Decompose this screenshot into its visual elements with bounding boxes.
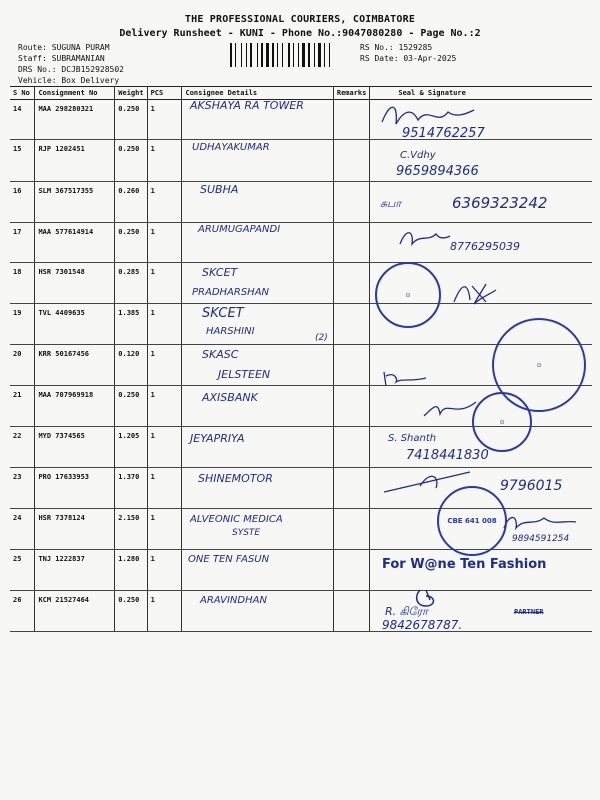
row-remarks — [333, 509, 370, 550]
hw-r19-count: (2) — [315, 333, 328, 343]
row-remarks — [333, 182, 370, 223]
signature-r21 — [420, 396, 480, 422]
hw-r24-phone: 9894591254 — [512, 534, 570, 544]
row-pcs: 1 — [147, 509, 182, 550]
row-consignment-no: MAA 298280321 — [35, 100, 115, 140]
hw-r21-name: AXISBANK — [202, 391, 258, 404]
page-subtitle: Delivery Runsheet - KUNI - Phone No.:9047080280 - Page No.:2 — [119, 28, 481, 39]
barcode-bar — [235, 43, 236, 67]
row-pcs: 1 — [147, 591, 182, 632]
row-consignment-no: MAA 577614914 — [35, 223, 115, 263]
barcode-bar — [241, 43, 242, 67]
row-remarks — [333, 591, 370, 632]
hw-r26-phone: 9842678787. — [382, 618, 463, 632]
row-sno: 25 — [10, 550, 35, 591]
barcode-bar — [257, 43, 258, 67]
hw-r19-name: SKCET — [202, 306, 244, 321]
row-pcs: 1 — [147, 263, 182, 304]
row-weight: 1.370 — [115, 468, 147, 509]
row-pcs: 1 — [147, 345, 182, 386]
row-weight: 0.250 — [115, 100, 147, 140]
hw-r15-name: UDHAYAKUMAR — [192, 142, 270, 153]
row-consignment-no: SLM 367517355 — [35, 182, 115, 223]
row-consignment-no: HSR 7301548 — [35, 263, 115, 304]
row-remarks — [333, 427, 370, 468]
hw-r19-name2: HARSHINI — [206, 326, 255, 337]
row-sno: 20 — [10, 345, 35, 386]
header-remarks: Remarks — [333, 87, 370, 100]
row-consignment-no: KCM 21527464 — [35, 591, 115, 632]
row-pcs: 1 — [147, 386, 182, 427]
header-sno: S No — [10, 87, 35, 100]
row-consignment-no: RJP 1202451 — [35, 140, 115, 182]
barcode — [230, 43, 353, 67]
rs-date: RS Date: 03-Apr-2025 — [360, 54, 457, 63]
hw-r15-sig: C.Vdhy — [400, 150, 436, 161]
row-sno: 14 — [10, 100, 35, 140]
row-remarks — [333, 550, 370, 591]
row-sno: 23 — [10, 468, 35, 509]
college-stamp-2: ⊙ — [492, 318, 586, 412]
row-consignment-no: TVL 4409635 — [35, 304, 115, 345]
hw-r20-name: SKASC — [202, 348, 239, 361]
barcode-bar — [314, 43, 315, 67]
barcode-bar — [272, 43, 274, 67]
row-sno: 21 — [10, 386, 35, 427]
rs-number: RS No.: 1529285 — [360, 43, 433, 52]
row-sno: 26 — [10, 591, 35, 632]
barcode-bar — [246, 43, 247, 67]
row-sno: 17 — [10, 223, 35, 263]
bank-stamp: ⊙ — [472, 392, 532, 452]
row-weight: 2.150 — [115, 509, 147, 550]
row-weight: 1.280 — [115, 550, 147, 591]
row-weight: 1.205 — [115, 427, 147, 468]
drs-number: DRS No.: DCJB152928502 — [18, 65, 124, 74]
row-weight: 0.250 — [115, 386, 147, 427]
barcode-bar — [318, 43, 321, 67]
hw-r24-name: ALVEONIC MEDICA — [190, 514, 283, 525]
college-stamp-1: ⊙ — [375, 262, 441, 328]
row-sno: 15 — [10, 140, 35, 182]
row-consignment-no: KRR 50167456 — [35, 345, 115, 386]
row-remarks — [333, 140, 370, 182]
header-pcs: PCS — [147, 87, 182, 100]
header-weight: Weight — [115, 87, 147, 100]
barcode-bar — [298, 43, 299, 67]
row-pcs: 1 — [147, 100, 182, 140]
hw-r17-name: ARUMUGAPANDI — [198, 224, 281, 235]
signature-r20 — [380, 368, 430, 390]
row-pcs: 1 — [147, 427, 182, 468]
row-consignment-no: HSR 7378124 — [35, 509, 115, 550]
signature-r24 — [500, 508, 580, 536]
hw-r22-sig: S. Shanth — [388, 433, 437, 444]
row-consignment-no: TNJ 1222837 — [35, 550, 115, 591]
meta-right — [360, 42, 456, 64]
barcode-bar — [282, 43, 283, 67]
row-weight: 0.120 — [115, 345, 147, 386]
signature-r17 — [396, 226, 452, 250]
hw-r24-name2: SYSTE — [232, 528, 261, 538]
barcode-bar — [277, 43, 278, 67]
signature-r14 — [378, 100, 478, 130]
barcode-bar — [266, 43, 269, 67]
hw-r16-phone: 6369323242 — [452, 194, 548, 212]
table-row — [10, 591, 592, 632]
barcode-bar — [302, 43, 305, 67]
header-consignment: Consignment No — [35, 87, 115, 100]
row-sno: 18 — [10, 263, 35, 304]
hw-r15-phone: 9659894366 — [396, 164, 479, 179]
vehicle: Vehicle: Box Delivery — [18, 76, 120, 85]
barcode-bar — [293, 43, 294, 67]
barcode-bar — [329, 43, 330, 67]
signature-r18 — [450, 278, 500, 308]
row-remarks — [333, 100, 370, 140]
row-remarks — [333, 345, 370, 386]
row-pcs: 1 — [147, 182, 182, 223]
hw-r18-name2: PRADHARSHAN — [192, 287, 270, 298]
header-consignee: Consignee Details — [182, 87, 333, 100]
row-weight: 0.250 — [115, 591, 147, 632]
hw-r14-name: AKSHAYA RA TOWER — [190, 99, 304, 112]
hw-r20-name2: JELSTEEN — [218, 368, 271, 381]
row-weight: 0.260 — [115, 182, 147, 223]
row-sno: 19 — [10, 304, 35, 345]
row-pcs: 1 — [147, 223, 182, 263]
page-title: THE PROFESSIONAL COURIERS, COIMBATORE — [184, 14, 416, 25]
hw-r16-sig: சுபா — [380, 197, 402, 210]
hw-r18-name: SKCET — [202, 266, 238, 279]
barcode-bar — [288, 43, 290, 67]
row-consignment-no: PRO 17633953 — [35, 468, 115, 509]
stamp-cbe-text: CBE 641 008 — [447, 517, 497, 525]
table-header-row — [10, 87, 592, 100]
row-pcs: 1 — [147, 140, 182, 182]
barcode-bar — [250, 43, 252, 67]
table-row — [10, 140, 592, 182]
barcode-bar — [230, 43, 232, 67]
row-sno: 24 — [10, 509, 35, 550]
table-row — [10, 263, 592, 304]
row-consignment-no: MYD 7374565 — [35, 427, 115, 468]
row-remarks — [333, 263, 370, 304]
row-weight: 0.250 — [115, 223, 147, 263]
hw-r14-phone: 9514762257 — [402, 126, 485, 141]
hw-r23-phone: 9796015 — [500, 478, 563, 494]
row-weight: 1.385 — [115, 304, 147, 345]
hw-r26-sig: R. கிரோ — [385, 605, 428, 618]
row-weight: 0.285 — [115, 263, 147, 304]
row-remarks — [333, 468, 370, 509]
row-pcs: 1 — [147, 468, 182, 509]
row-pcs: 1 — [147, 304, 182, 345]
header-signature: Seal & Signature — [370, 87, 592, 100]
partner-stamp: PARTNER — [514, 608, 544, 616]
barcode-bar — [324, 43, 325, 67]
company-stamp — [437, 486, 507, 556]
meta-left — [18, 42, 124, 86]
hw-r22-phone: 7418441830 — [406, 448, 489, 463]
row-sno: 22 — [10, 427, 35, 468]
hw-r17-phone: 8776295039 — [450, 240, 520, 253]
row-weight: 0.250 — [115, 140, 147, 182]
row-remarks — [333, 223, 370, 263]
hw-r26-name: ARAVINDHAN — [200, 595, 267, 606]
barcode-bar — [308, 43, 310, 67]
staff: Staff: SUBRAMANIAN — [18, 54, 105, 63]
fashion-stamp: For W@ne Ten Fashion — [382, 557, 547, 572]
row-pcs: 1 — [147, 550, 182, 591]
row-consignment-no: MAA 707969918 — [35, 386, 115, 427]
signature-r26-mark — [412, 586, 442, 612]
hw-r22-name: JEYAPRIYA — [190, 432, 245, 445]
row-sno: 16 — [10, 182, 35, 223]
row-remarks — [333, 304, 370, 345]
route: Route: SUGUNA PURAM — [18, 43, 110, 52]
row-remarks — [333, 386, 370, 427]
barcode-bar — [261, 43, 263, 67]
hw-r16-name: SUBHA — [200, 183, 239, 196]
hw-r25-name: ONE TEN FASUN — [188, 554, 270, 565]
hw-r23-name: SHINEMOTOR — [198, 472, 273, 485]
